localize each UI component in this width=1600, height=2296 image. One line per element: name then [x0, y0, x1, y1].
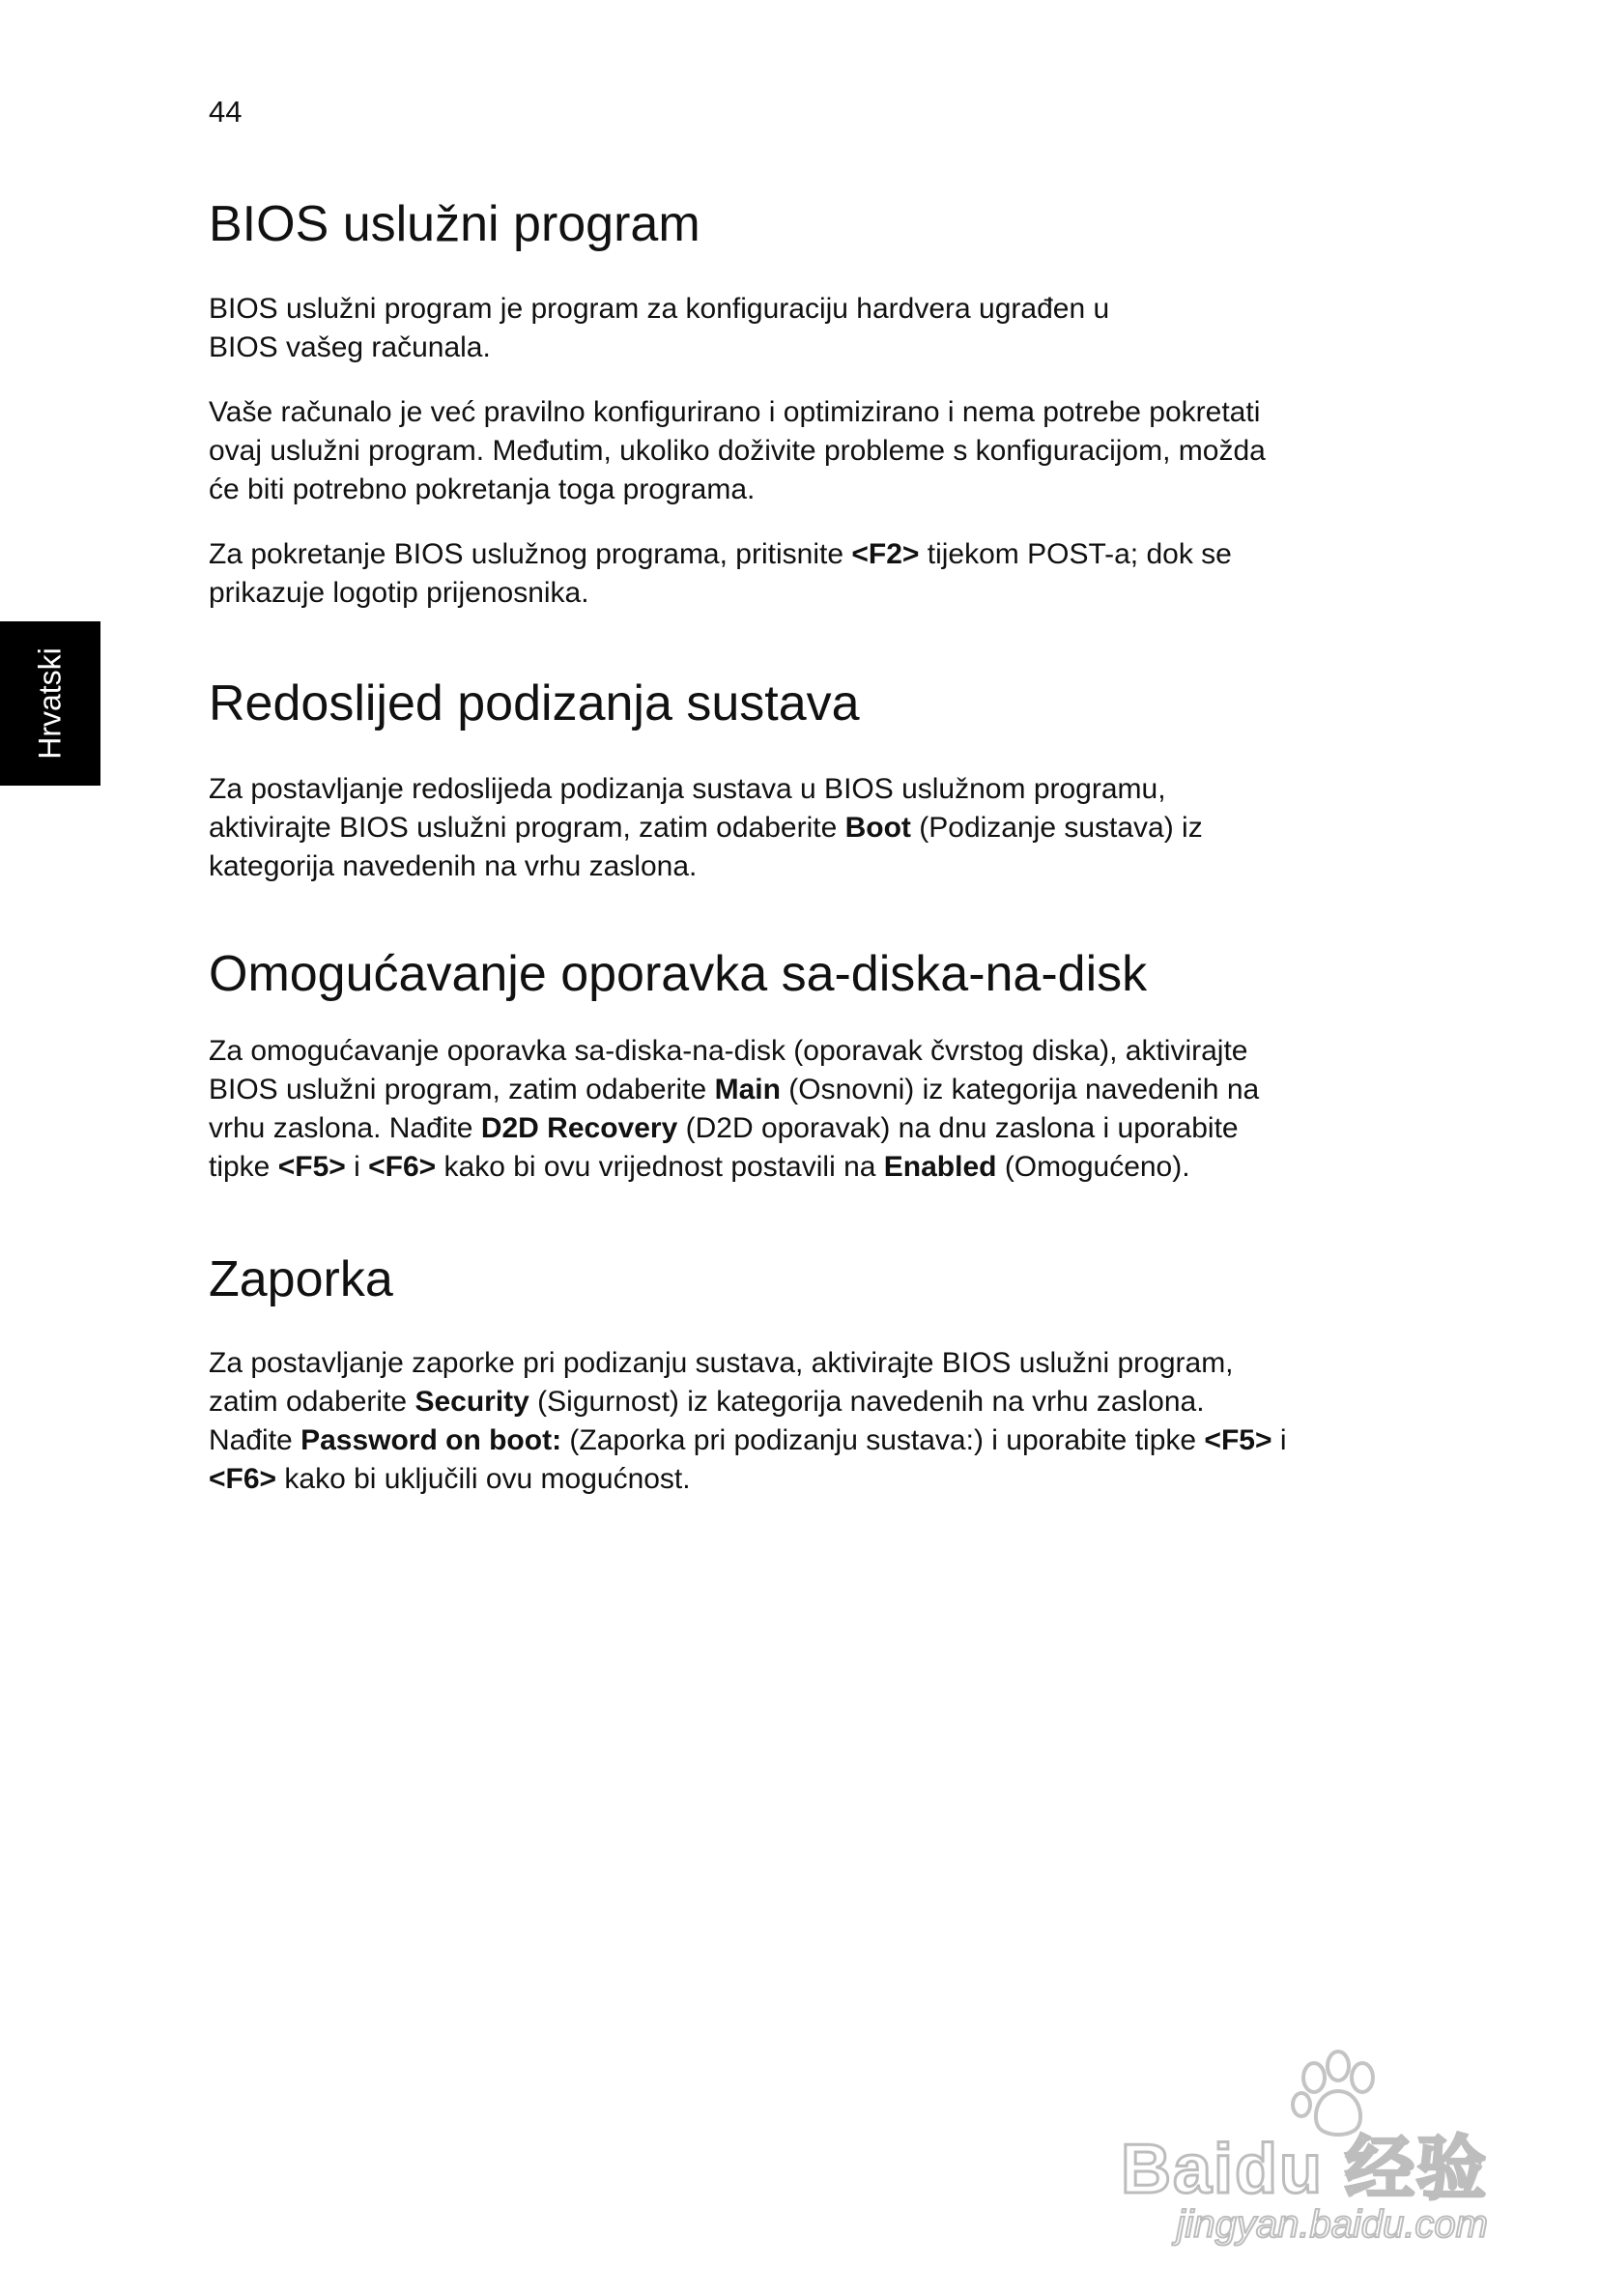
text-line: Vaše računalo je već pravilno konfigurirano i optimizirano i nema potrebe pokretati	[209, 396, 1261, 428]
text-segment: (Sigurnost) iz kategorija navedenih na vrhu zaslona.	[529, 1386, 1205, 1418]
text-segment: i	[345, 1151, 369, 1183]
term-boot: Boot	[844, 812, 911, 844]
heading-password: Zaporka	[209, 1251, 393, 1307]
text-line: Za postavljanje redoslijeda podizanja sustava u BIOS uslužnom programu,	[209, 773, 1166, 805]
text-segment: vrhu zaslona. Nađite	[209, 1112, 481, 1144]
text-segment: Za pokretanje BIOS uslužnog programa, pritisnite	[209, 538, 852, 570]
text-segment: i	[1271, 1424, 1287, 1456]
bios-paragraph-1	[209, 290, 1109, 367]
language-tab-label: Hrvatski	[32, 647, 68, 760]
text-segment: tijekom POST-a; dok se	[919, 538, 1232, 570]
text-line: kategorija navedenih na vrhu zaslona.	[209, 850, 698, 882]
term-d2d-recovery: D2D Recovery	[480, 1112, 678, 1144]
heading-disk-recovery: Omogućavanje oporavka sa-diska-na-disk	[209, 946, 1148, 1002]
text-line: BIOS vašeg računala.	[209, 331, 491, 363]
text-line: prikazuje logotip prijenosnika.	[209, 577, 589, 609]
watermark-url: jingyan.baidu.com	[1176, 2203, 1488, 2246]
bios-paragraph-2	[209, 393, 1266, 509]
text-segment: (D2D oporavak) na dnu zaslona i uporabite	[677, 1112, 1239, 1144]
text-segment: kako bi uključili ovu mogućnost.	[276, 1463, 691, 1495]
text-segment: (Podizanje sustava) iz	[910, 812, 1203, 844]
boot-paragraph	[209, 770, 1203, 886]
text-segment: Nađite	[209, 1424, 301, 1456]
text-segment: (Omogućeno).	[996, 1151, 1190, 1183]
text-line: Za omogućavanje oporavka sa-diska-na-disk (oporavak čvrstog diska), aktivirajte	[209, 1035, 1248, 1067]
term-password-on-boot: Password on boot:	[300, 1424, 562, 1456]
key-f2: <F2>	[851, 538, 920, 570]
text-segment: kako bi ovu vrijednost postavili na	[436, 1151, 884, 1183]
term-enabled: Enabled	[883, 1151, 997, 1183]
key-f6: <F6>	[209, 1463, 277, 1495]
text-segment: aktivirajte BIOS uslužni program, zatim odaberite	[209, 812, 845, 844]
recovery-paragraph	[209, 1032, 1259, 1187]
language-side-tab	[0, 621, 100, 786]
text-line: BIOS uslužni program je program za konfiguraciju hardvera ugrađen u	[209, 293, 1110, 325]
page-number: 44	[209, 95, 243, 129]
key-f5: <F5>	[277, 1151, 346, 1183]
baidu-watermark	[1121, 2049, 1507, 2261]
term-main: Main	[714, 1074, 781, 1105]
text-segment: zatim odaberite	[209, 1386, 415, 1418]
text-segment: (Osnovni) iz kategorija navedenih na	[780, 1074, 1260, 1105]
bios-paragraph-3	[209, 535, 1232, 613]
term-security: Security	[414, 1386, 529, 1418]
text-segment: (Zaporka pri podizanju sustava:) i uporabite tipke	[561, 1424, 1205, 1456]
text-line: će biti potrebno pokretanja toga programa.	[209, 474, 756, 505]
password-paragraph	[209, 1344, 1286, 1499]
text-segment: BIOS uslužni program, zatim odaberite	[209, 1074, 715, 1105]
heading-bios: BIOS uslužni program	[209, 196, 700, 252]
text-line: Za postavljanje zaporke pri podizanju sustava, aktivirajte BIOS uslužni program,	[209, 1347, 1234, 1379]
text-segment: tipke	[209, 1151, 278, 1183]
key-f6: <F6>	[368, 1151, 437, 1183]
heading-boot-order: Redoslijed podizanja sustava	[209, 675, 860, 732]
text-line: ovaj uslužni program. Međutim, ukoliko doživite probleme s konfiguracijom, možda	[209, 435, 1266, 467]
watermark-brand: Baidu 经验	[1121, 2131, 1489, 2208]
key-f5: <F5>	[1204, 1424, 1272, 1456]
